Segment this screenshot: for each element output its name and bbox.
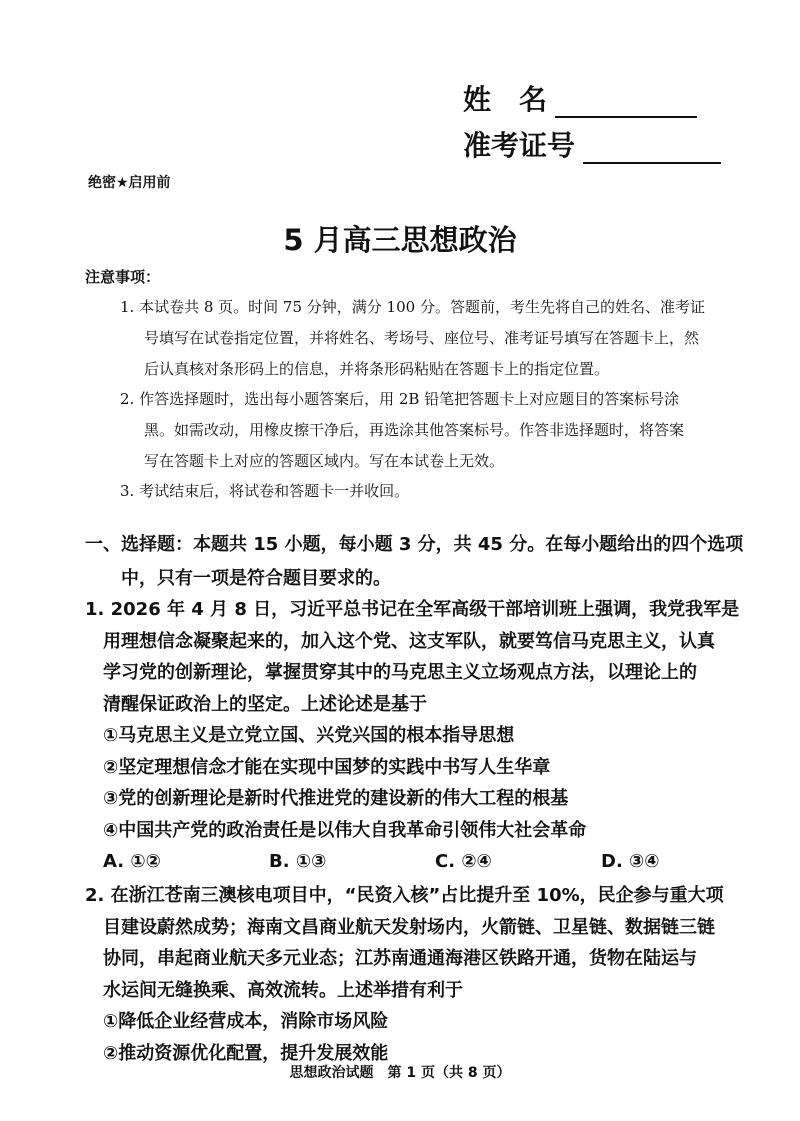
section-heading [85,530,743,590]
question-line: 协同，串起商业航天多元业态；江苏南通通海港区铁路开通，货物在陆运与 [103,948,697,969]
section-line-2: 中，只有一项是符合题目要求的。 [121,568,391,589]
note-item-2 [88,384,728,477]
name-field [463,78,697,118]
answer-options [85,846,767,878]
secret-mark: 绝密★启用前 [88,175,171,191]
option-d: D. ③④ [601,851,660,872]
note-line: 3. 考试结束后，将试卷和答题卡一并收回。 [120,482,410,500]
option-c: C. ②④ [435,851,492,872]
question-2 [85,880,724,1069]
option-b: B. ①③ [269,851,327,872]
id-field [463,124,721,164]
note-line: 1. 本试卷共 8 页。时间 75 分钟，满分 100 分。答题前，考生先将自己的姓名、准考证 [120,298,705,316]
question-1 [85,594,767,878]
statement: ③党的创新理论是新时代推进党的建设新的伟大工程的根基 [103,788,569,809]
note-item-1 [88,292,728,385]
question-line: 2. 在浙江苍南三澳核电项目中，“民资入核”占比提升至 10%，民企参与重大项 [85,885,724,906]
question-line: 水运间无缝换乘、高效流转。上述举措有利于 [103,979,463,1001]
note-item-3 [88,476,728,507]
name-label: 姓 名 [463,83,548,116]
note-line: 黑。如需改动，用橡皮擦干净后，再选涂其他答案标号。作答非选择题时，将答案 [144,421,685,439]
name-blank-line [555,88,697,118]
notes-heading: 注意事项： [85,268,161,286]
statement: ②推动资源优化配置，提升发展效能 [103,1042,389,1064]
id-label: 准考证号 [463,129,576,162]
statement: ①降低企业经营成本，消除市场风险 [103,1011,389,1032]
statement: ①马克思主义是立党立国、兴党兴国的根本指导思想 [103,725,515,746]
note-line: 号填写在试卷指定位置，并将姓名、考场号、座位号、准考证号填写在答题卡上，然 [144,329,700,347]
section-line-1: 一、选择题：本题共 15 小题，每小题 3 分，共 45 分。在每小题给出的四个选项 [85,534,744,555]
page-footer: 思想政治试题 第 1 页（共 8 页） [289,1065,511,1081]
statement: ④中国共产党的政治责任是以伟大自我革命引领伟大社会革命 [103,819,587,841]
question-line: 目建设蔚然成势；海南文昌商业航天发射场内，火箭链、卫星链、数据链三链 [103,916,715,938]
question-line: 清醒保证政治上的坚定。上述论述是基于 [103,693,427,715]
statement: ②坚定理想信念才能在实现中国梦的实践中书写人生华章 [103,756,551,778]
note-line: 写在答题卡上对应的答题区域内。写在本试卷上无效。 [144,452,505,470]
option-a: A. ①② [103,851,161,872]
page-title: 5 月高三思想政治 [283,223,517,257]
id-blank-line [583,134,721,164]
question-line: 学习党的创新理论，掌握贯穿其中的马克思主义立场观点方法，以理论上的 [103,662,697,683]
note-line: 2. 作答选择题时，选出每小题答案后，用 2B 铅笔把答题卡上对应题目的答案标号涂 [120,390,680,408]
note-line: 后认真核对条形码上的信息，并将条形码粘贴在答题卡上的指定位置。 [144,360,610,378]
question-line: 用理想信念凝聚起来的，加入这个党、这支军队，就要笃信马克思主义，认真 [103,630,715,652]
question-line: 1. 2026 年 4 月 8 日，习近平总书记在全军高级干部培训班上强调，我党我军是 [85,599,740,620]
